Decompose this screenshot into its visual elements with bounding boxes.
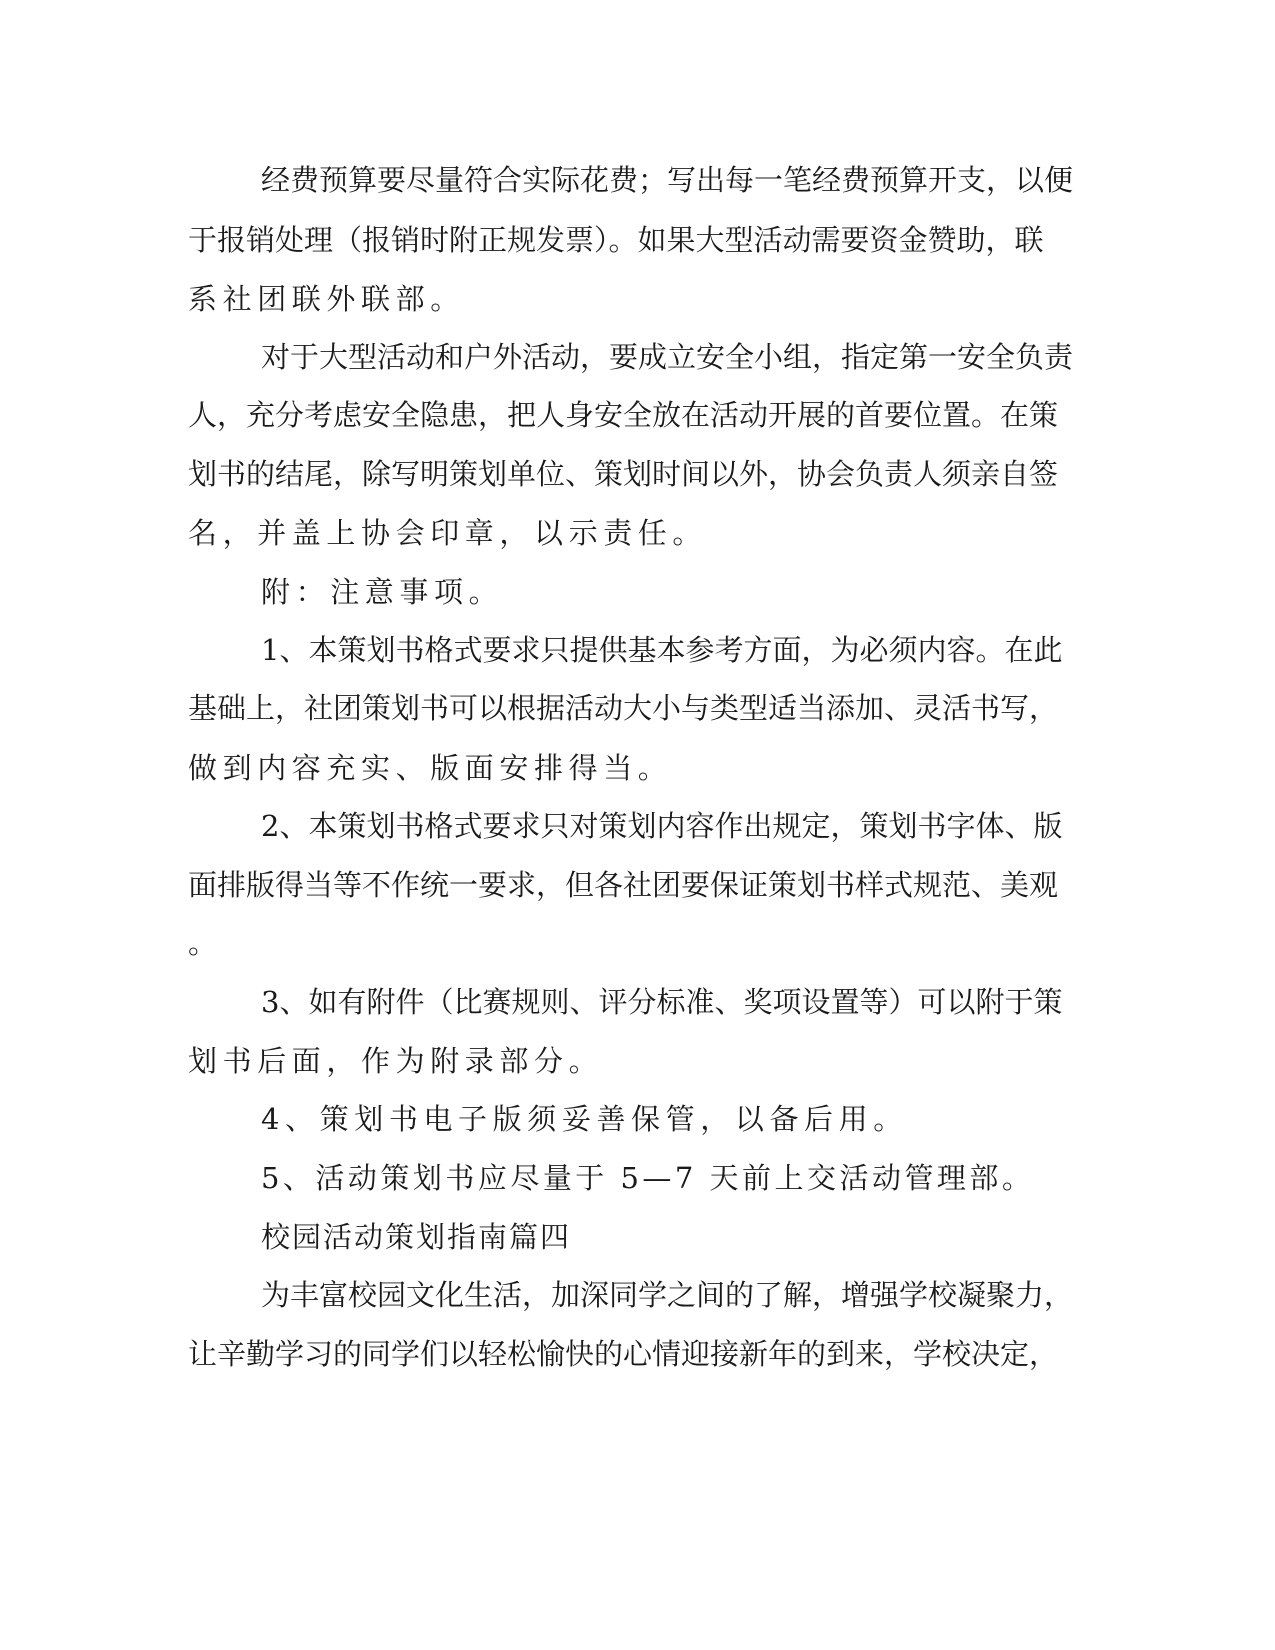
list-item-1-line: 基础上，社团策划书可以根据活动大小与类型适当添加、灵活书写， xyxy=(188,691,1059,725)
list-item-4-line: 4、策划书电子版须妥善保管，以备后用。 xyxy=(261,1102,908,1136)
paragraph-line: 人，充分考虑安全隐患，把人身安全放在活动开展的首要位置。在策 xyxy=(188,398,1059,432)
list-item-5-line: 5、活动策划书应尽量于 5—7 天前上交活动管理部。 xyxy=(261,1161,1035,1195)
list-item-2-line: 面排版得当等不作统一要求，但各社团要保证策划书样式规范、美观 xyxy=(188,868,1059,902)
list-item-2-line: 。 xyxy=(188,926,223,960)
list-item-3-line: 3、如有附件（比赛规则、评分标准、奖项设置等）可以附于策 xyxy=(261,985,1063,1019)
list-item-1-line: 做到内容充实、版面安排得当。 xyxy=(188,751,673,785)
list-item-2-line: 2、本策划书格式要求只对策划内容作出规定，策划书字体、版 xyxy=(261,809,1063,843)
section-heading: 校园活动策划指南篇四 xyxy=(261,1220,572,1254)
paragraph-line: 系社团联外联部。 xyxy=(188,282,465,316)
notes-heading: 附：注意事项。 xyxy=(261,575,504,609)
list-item-1-line: 1、本策划书格式要求只提供基本参考方面，为必须内容。在此 xyxy=(261,633,1063,667)
list-item-3-line: 划书后面，作为附录部分。 xyxy=(188,1044,604,1078)
paragraph-line: 于报销处理（报销时附正规发票）。如果大型活动需要资金赞助，联 xyxy=(188,223,1044,257)
paragraph-line: 经费预算要尽量符合实际花费；写出每一笔经费预算开支，以便 xyxy=(261,163,1074,197)
paragraph-line: 名，并盖上协会印章，以示责任。 xyxy=(188,516,708,550)
paragraph-line: 让辛勤学习的同学们以轻松愉快的心情迎接新年的到来，学校决定， xyxy=(188,1337,1059,1371)
paragraph-line: 划书的结尾，除写明策划单位、策划时间以外，协会负责人须亲自签 xyxy=(188,457,1059,491)
paragraph-line: 对于大型活动和户外活动，要成立安全小组，指定第一安全负责 xyxy=(261,340,1074,374)
paragraph-line: 为丰富校园文化生活，加深同学之间的了解，增强学校凝聚力， xyxy=(261,1278,1074,1312)
